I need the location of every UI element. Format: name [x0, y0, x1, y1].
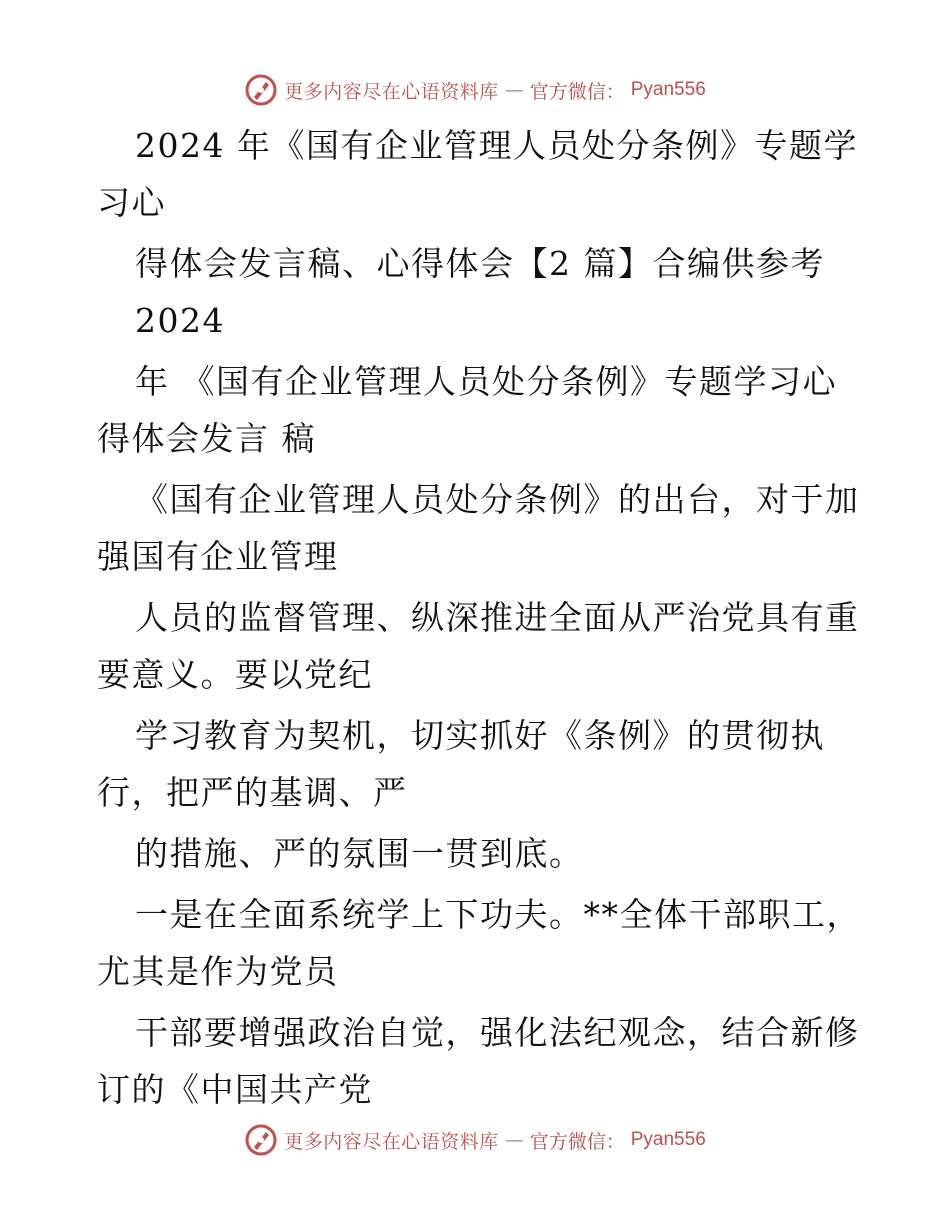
watermark-separator: —: [504, 79, 524, 101]
paragraph-line: 人员的监督管理、纵深推进全面从严治党具有重: [135, 598, 860, 637]
paragraph-line: 学习教育为契机，切实抓好《条例》的贯彻执: [135, 716, 825, 755]
watermark-text: 更多内容尽在心语资料库: [284, 80, 499, 103]
title-line-2: 习心: [97, 183, 166, 222]
footer-watermark: [0, 1120, 950, 1160]
paragraph-line: 订的《中国共产党: [97, 1070, 373, 1109]
paragraph-line: 强国有企业管理: [97, 537, 339, 576]
title-line-1: 2024 年《国有企业管理人员处分条例》专题学: [135, 126, 858, 165]
header-watermark: [0, 70, 950, 110]
watermark-wechat-id: Pyan556: [630, 1129, 706, 1150]
watermark-official-label: 官方微信：: [529, 80, 625, 103]
paragraph-line: 尤其是作为党员: [97, 952, 339, 991]
paragraph-line: 的措施、严的氛围一贯到底。: [135, 834, 584, 873]
title-line-3: 得体会发言稿、心得体会【2 篇】合编供参考: [135, 244, 825, 283]
paragraph-line: 一是在全面系统学上下功夫。**全体干部职工，: [135, 895, 861, 934]
paragraph-line: 行，把严的基调、严: [97, 773, 408, 812]
pen-circle-icon: [244, 1123, 278, 1157]
paragraph-line: 要意义。要以党纪: [97, 655, 373, 694]
subtitle-line-1: 2024: [135, 301, 225, 340]
pen-circle-icon: [244, 73, 278, 107]
paragraph-line: 《国有企业管理人员处分条例》的出台，对于加: [135, 480, 860, 519]
paragraph-line: 干部要增强政治自觉，强化法纪观念，结合新修: [135, 1013, 860, 1052]
watermark-separator: —: [504, 1129, 524, 1151]
watermark-official-label: 官方微信：: [529, 1130, 625, 1153]
subtitle-line-2: 年 《国有企业管理人员处分条例》专题学习心: [135, 362, 837, 401]
watermark-text: 更多内容尽在心语资料库: [284, 1130, 499, 1153]
subtitle-line-3: 得体会发言 稿: [97, 419, 316, 458]
watermark-wechat-id: Pyan556: [630, 79, 706, 100]
